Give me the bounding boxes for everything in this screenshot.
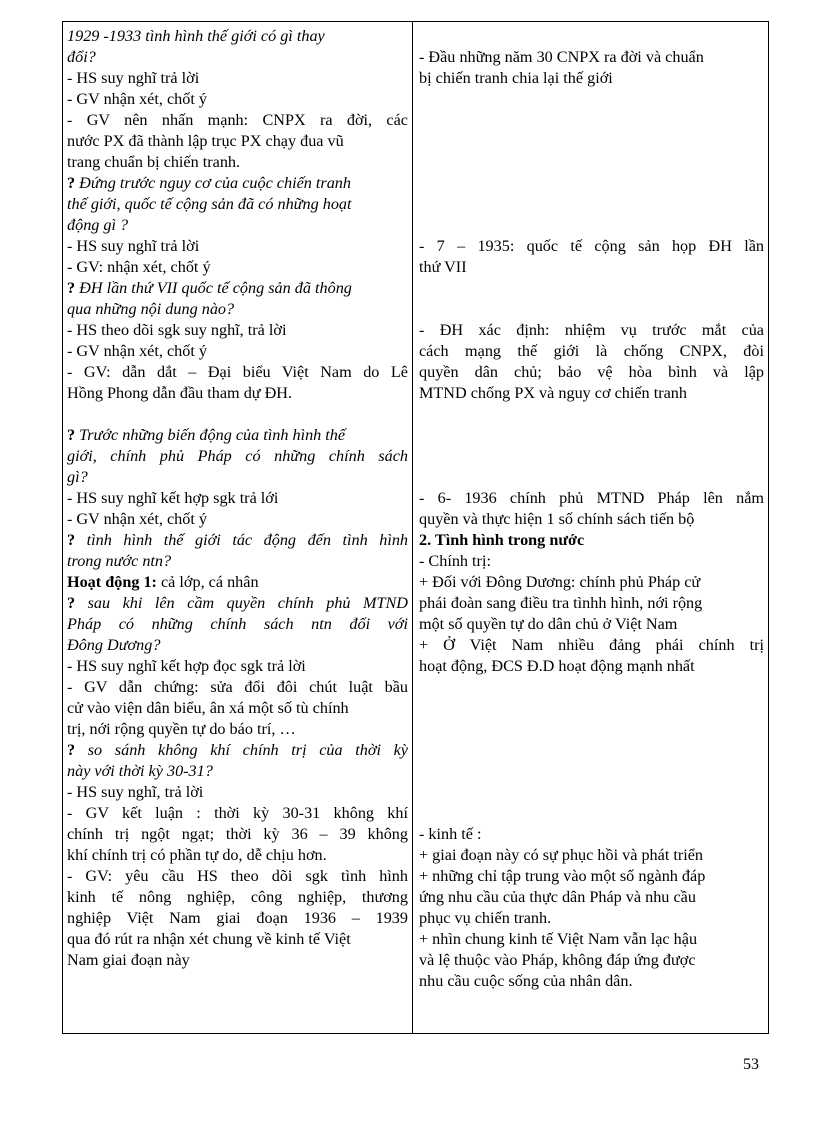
question-text: Pháp có những chính sách ntn đối với [67, 615, 408, 633]
line-text: + nhìn chung kinh tế Việt Nam vẫn lạc hậu [419, 930, 698, 948]
bold-text: ? [67, 531, 87, 549]
line-text: nước PX đã thành lập trục PX chạy đua vũ [67, 132, 344, 150]
text-line [419, 509, 764, 530]
line-text: nghiệp Việt Nam giai đoạn 1936 – 1939 [67, 909, 408, 927]
text-line [67, 89, 408, 110]
line-text: - GV: dẫn dắt – Đại biểu Việt Nam do Lê [67, 363, 408, 381]
text-line [67, 299, 408, 320]
line-text: - Đầu những năm 30 CNPX ra đời và chuẩn [419, 48, 704, 66]
text-line [67, 173, 408, 194]
line-text: cách mạng thế giới là chống CNPX, đòi [419, 342, 764, 360]
text-line [419, 362, 764, 383]
text-line [67, 257, 408, 278]
text-line [67, 236, 408, 257]
question-text: sau khi lên cầm quyền chính phủ MTND [87, 594, 408, 612]
line-text: + giai đoạn này có sự phục hồi và phát triển [419, 846, 704, 864]
text-line [67, 341, 408, 362]
line-text: ứng nhu cầu của thực dân Pháp và nhu cầu [419, 888, 696, 906]
line-text: chính trị ngột ngạt; thời kỳ 36 – 39 không [67, 825, 408, 843]
text-line [67, 572, 408, 593]
text-line [67, 215, 408, 236]
bold-text: ? [67, 594, 88, 612]
question-text: qua những nội dung nào? [67, 300, 235, 318]
line-text: - GV: nhận xét, chốt ý [67, 258, 211, 276]
text-line [67, 362, 408, 383]
text-line [419, 236, 764, 257]
question-text: 1929 -1933 tình hình thế giới có gì thay [67, 27, 325, 45]
text-line [67, 866, 408, 887]
line-text: MTND chống PX và nguy cơ chiến tranh [419, 384, 687, 402]
line-text: trị, nới rộng quyền tự do báo trí, … [67, 720, 296, 738]
question-text: thế giới, quốc tế cộng sản đã có những hoạt [67, 195, 352, 213]
line-text: phái đoàn sang điều tra tìnhh hình, nới rộng [419, 594, 703, 612]
line-text: - HS suy nghĩ kết hợp đọc sgk trả lời [67, 657, 306, 675]
text-line [419, 866, 764, 887]
text-line [419, 635, 764, 656]
line-text: - 7 – 1935: quốc tế cộng sản họp ĐH lần [419, 237, 764, 255]
bold-text: 2. Tình hình trong nước [419, 531, 585, 549]
text-line [419, 488, 764, 509]
line-text: - GV kết luận : thời kỳ 30-31 không khí [67, 804, 408, 822]
text-line [67, 194, 408, 215]
line-text: thứ VII [419, 258, 467, 276]
text-line [419, 320, 764, 341]
text-line [67, 530, 408, 551]
line-text: Nam giai đoạn này [67, 951, 190, 969]
line-text: - kinh tế : [419, 825, 482, 843]
bold-text: ? [67, 279, 80, 297]
text-line [419, 950, 764, 971]
line-text: + Ở Việt Nam nhiều đảng phái chính trị [419, 636, 764, 654]
text-line [419, 551, 764, 572]
text-line [67, 509, 408, 530]
text-line [67, 887, 408, 908]
line-text: kinh tế nông nghiệp, công nghiệp, thương [67, 888, 408, 906]
text-line [67, 740, 408, 761]
text-line [419, 656, 764, 677]
line-text: một số quyền tự do dân chủ ở Việt Nam [419, 615, 678, 633]
text-line [67, 677, 408, 698]
text-line [67, 383, 408, 404]
text-line [67, 950, 408, 971]
line-text: - Chính trị: [419, 552, 491, 570]
question-text: tình hình thế giới tác động đến tình hình [86, 531, 408, 549]
text-line [67, 782, 408, 803]
line-text: quyền dân chủ; bảo vệ hòa bình và lập [419, 363, 764, 381]
text-line [67, 278, 408, 299]
question-text: ĐH lần thứ VII quốc tế cộng sản đã thông [79, 279, 352, 297]
text-line [67, 551, 408, 572]
text-line [67, 26, 408, 47]
text-line [67, 761, 408, 782]
lesson-table [62, 21, 769, 1034]
question-text: gì? [67, 468, 88, 486]
question-text: này với thời kỳ 30-31? [67, 762, 213, 780]
line-text: bị chiến tranh chia lại thế giới [419, 69, 613, 87]
bold-text: Hoạt động 1: [67, 573, 157, 591]
column-divider [412, 22, 413, 1033]
line-text: - GV nhận xét, chốt ý [67, 510, 207, 528]
line-text: và lệ thuộc vào Pháp, không đáp ứng được [419, 951, 696, 969]
line-text: + những chỉ tập trung vào một số ngành đáp [419, 867, 706, 885]
question-text: Đứng trước nguy cơ của cuộc chiến tranh [79, 174, 351, 192]
text-line [419, 845, 764, 866]
question-text: đổi? [67, 48, 96, 66]
line-text: + Đối với Đông Dương: chính phủ Pháp cử [419, 573, 701, 591]
text-line [67, 803, 408, 824]
text-line [419, 614, 764, 635]
text-line [67, 929, 408, 950]
text-line [67, 47, 408, 68]
bold-text: ? [67, 174, 80, 192]
text-line [67, 446, 408, 467]
page-number: 53 [743, 1056, 759, 1073]
text-line [67, 698, 408, 719]
line-text: - GV: yêu cầu HS theo dõi sgk tình hình [67, 867, 408, 885]
line-text: nhu cầu cuộc sống của nhân dân. [419, 972, 633, 990]
text-line [419, 68, 764, 89]
text-line [419, 47, 764, 68]
text-line [419, 257, 764, 278]
line-text: - 6- 1936 chính phủ MTND Pháp lên nắm [419, 489, 764, 507]
text-line [419, 908, 764, 929]
text-line [419, 383, 764, 404]
line-text: - HS theo dõi sgk suy nghĩ, trả lời [67, 321, 287, 339]
lesson-content-column [419, 22, 764, 1033]
line-text: hoạt động, ĐCS Đ.D hoạt động mạnh nhất [419, 657, 695, 675]
line-text: - HS suy nghĩ kết hợp sgk trả lới [67, 489, 279, 507]
line-text: - ĐH xác định: nhiệm vụ trước mắt của [419, 321, 764, 339]
line-text: cả lớp, cá nhân [156, 573, 259, 591]
text-line [419, 572, 764, 593]
text-line [419, 530, 764, 551]
text-line [67, 635, 408, 656]
line-text: cử vào viện dân biểu, ân xá một số tù chính [67, 699, 349, 717]
bold-text: ? [67, 741, 88, 759]
text-line [419, 341, 764, 362]
text-line [67, 467, 408, 488]
line-text: - GV nên nhấn mạnh: CNPX ra đời, các [67, 111, 408, 129]
line-text: - HS suy nghĩ trả lời [67, 69, 200, 87]
text-line [67, 908, 408, 929]
question-text: động gì ? [67, 216, 129, 234]
text-line [67, 488, 408, 509]
line-text: quyền và thực hiện 1 số chính sách tiến bộ [419, 510, 695, 528]
question-text: so sánh không khí chính trị của thời kỳ [87, 741, 408, 759]
text-line [67, 152, 408, 173]
text-line [67, 719, 408, 740]
teacher-student-activities-column [67, 22, 408, 1033]
text-line [419, 593, 764, 614]
text-line [67, 110, 408, 131]
text-line [67, 593, 408, 614]
bold-text: ? [67, 426, 80, 444]
line-text: phục vụ chiến tranh. [419, 909, 552, 927]
question-text: Trước những biến động của tình hình thế [79, 426, 346, 444]
text-line [67, 845, 408, 866]
line-text: khí chính trị có phần tự do, dễ chịu hơn. [67, 846, 327, 864]
text-line [419, 824, 764, 845]
line-text: - GV nhận xét, chốt ý [67, 342, 207, 360]
line-text: - GV dẫn chứng: sửa đổi đôi chút luật bầu [67, 678, 408, 696]
text-line [419, 887, 764, 908]
text-line [67, 320, 408, 341]
line-text: trang chuẩn bị chiến tranh. [67, 153, 241, 171]
text-line [67, 824, 408, 845]
text-line [67, 656, 408, 677]
text-line [67, 131, 408, 152]
text-line [419, 971, 764, 992]
text-line [67, 425, 408, 446]
question-text: giới, chính phủ Pháp có những chính sách [67, 447, 408, 465]
text-line [67, 614, 408, 635]
text-line [419, 929, 764, 950]
line-text: - HS suy nghĩ, trả lời [67, 783, 204, 801]
question-text: trong nước ntn? [67, 552, 172, 570]
line-text: - HS suy nghĩ trả lời [67, 237, 200, 255]
line-text: - GV nhận xét, chốt ý [67, 90, 207, 108]
line-text: qua đó rút ra nhận xét chung về kinh tế Việt [67, 930, 351, 948]
question-text: Đông Dương? [67, 636, 161, 654]
text-line [67, 68, 408, 89]
line-text: Hồng Phong dẫn đầu tham dự ĐH. [67, 384, 293, 402]
